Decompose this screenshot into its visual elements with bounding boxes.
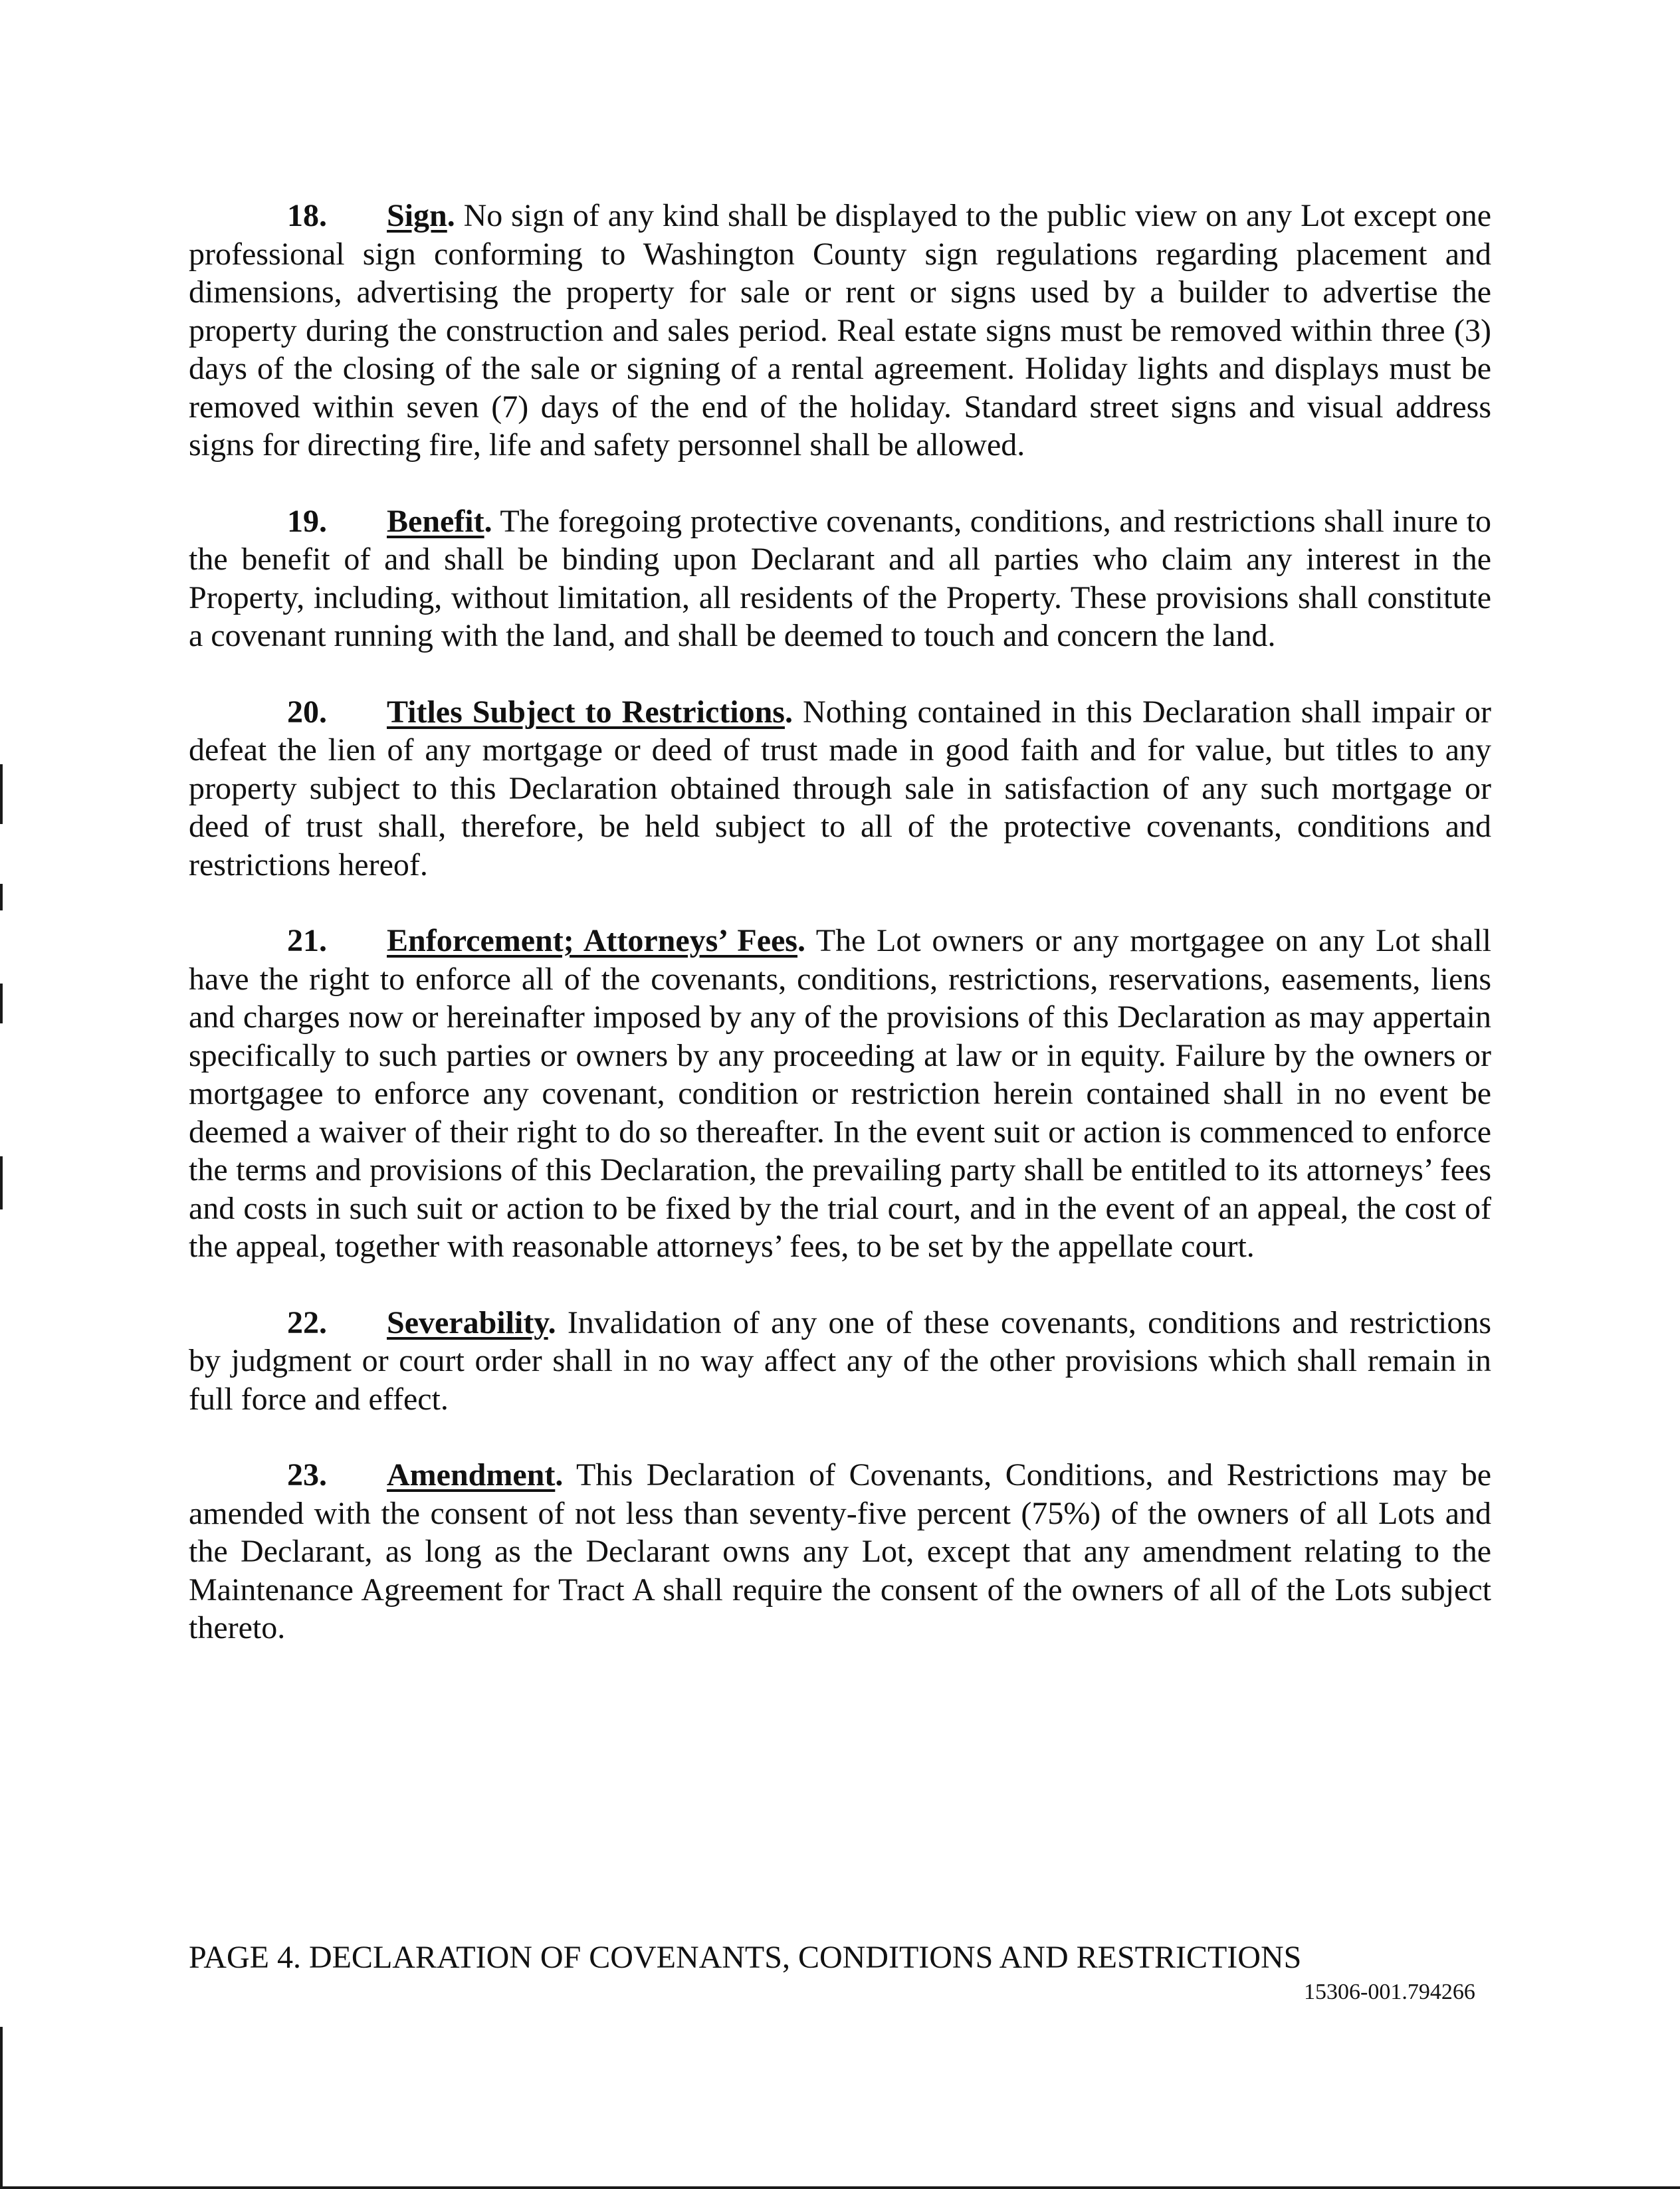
section-heading: Enforcement; Attorneys’ Fees bbox=[387, 923, 797, 958]
section-heading: Sign bbox=[387, 198, 447, 233]
section-text: No sign of any kind shall be displayed to the public view on any Lot except one professional sign conforming to Washington County sign regulations regarding placement and dimensions, advertising the property for sale or rent or signs used by a builder to advertise the property during the construction and sales period. Real estate signs must be removed within three (3) days of the closing of the sale or signing of a rental agreement. Holiday lights and displays must be removed within seven (7) days of the end of the holiday. Standard street signs and visual address signs for directing fire, life and safety personnel shall be allowed. bbox=[189, 198, 1491, 463]
section-21: 21. Enforcement; Attorneys’ Fees. The Lot owners or any mortgagee on any Lot shall have the right to enforce all of the covenants, conditions, restrictions, reservations, easements, liens and charges now or hereinafter imposed by any of the provisions of this Declaration as may appertain specifically to such parties or owners by any proceeding at law or in equity. Failure by the owners or mortgagee to enforce any covenant, condition or restriction herein contained shall in no event be deemed a waiver of their right to do so thereafter. In the event suit or action is commenced to enforce the terms and provisions of this Declaration, the prevailing party shall be entitled to its attorneys’ fees and costs in such suit or action to be fixed by the trial court, and in the event of an appeal, the cost of the appeal, together with reasonable attorneys’ fees, to be set by the appellate court. bbox=[189, 923, 1491, 1264]
section-18: 18. Sign. No sign of any kind shall be displayed to the public view on any Lot except one professional sign conforming to Washington County sign regulations regarding placement and dimensions, advertising the property for sale or rent or signs used by a builder to advertise the property during the construction and sales period. Real estate signs must be removed within three (3) days of the closing of the sale or signing of a rental agreement. Holiday lights and displays must be removed within seven (7) days of the end of the holiday. Standard street signs and visual address signs for directing fire, life and safety personnel shall be allowed. bbox=[189, 198, 1491, 463]
scan-bottom-edge bbox=[0, 2186, 1680, 2189]
scan-edge-mark bbox=[0, 884, 3, 910]
section-heading: Severability bbox=[387, 1304, 548, 1340]
section-text: The foregoing protective covenants, conditions, and restrictions shall inure to the benefit of and shall be binding upon Declarant and all parties who claim any interest in the Property, including, without limitation, all residents of the Property. These provisions shall constitute a covenant running with the land, and shall be deemed to touch and concern the land. bbox=[189, 503, 1491, 653]
scan-edge-mark bbox=[0, 1156, 3, 1209]
section-text: This Declaration of Covenants, Conditions, and Restrictions may be amended with the consent of not less than seventy-five percent (75%) of the owners of all Lots and the Declarant, as long as the Declarant owns any Lot, except that any amendment relating to the Maintenance Agreement for Tract A shall require the consent of the owners of all of the Lots subject thereto. bbox=[189, 1457, 1491, 1645]
section-text: The Lot owners or any mortgagee on any Lot shall have the right to enforce all of the covenants, conditions, restrictions, reservations, easements, liens and charges now or hereinafter imposed by any of the provisions of this Declaration as may appertain specifically to such parties or owners by any proceeding at law or in equity. Failure by the owners or mortgagee to enforce any covenant, condition or restriction herein contained shall in no event be deemed a waiver of their right to do so thereafter. In the event suit or action is commenced to enforce the terms and provisions of this Declaration, the prevailing party shall be entitled to its attorneys’ fees and costs in such suit or action to be fixed by the trial court, and in the event of an appeal, the cost of the appeal, together with reasonable attorneys’ fees, to be set by the appellate court. bbox=[189, 923, 1491, 1264]
page-footer-title: PAGE 4. DECLARATION OF COVENANTS, CONDITIONS AND RESTRICTIONS bbox=[189, 1940, 1302, 1975]
section-number: 18. bbox=[287, 198, 327, 233]
section-23: 23. Amendment. This Declaration of Covenants, Conditions, and Restrictions may be amended with the consent of not less than seventy-five percent (75%) of the owners of all Lots and the Declarant, as long as the Declarant owns any Lot, except that any amendment relating to the Maintenance Agreement for Tract A shall require the consent of the owners of all of the Lots subject thereto. bbox=[189, 1457, 1491, 1645]
section-number: 22. bbox=[287, 1304, 327, 1340]
scan-edge-mark bbox=[0, 2027, 3, 2189]
section-19: 19. Benefit. The foregoing protective covenants, conditions, and restrictions shall inure to the benefit of and shall be binding upon Declarant and all parties who claim any interest in the Property, including, without limitation, all residents of the Property. These provisions shall constitute a covenant running with the land, and shall be deemed to touch and concern the land. bbox=[189, 503, 1491, 653]
section-number: 21. bbox=[287, 923, 327, 958]
section-text: Invalidation of any one of these covenants, conditions and restrictions by judgment or court order shall in no way affect any of the other provisions which shall remain in full force and effect. bbox=[189, 1304, 1491, 1417]
section-20: 20. Titles Subject to Restrictions. Nothing contained in this Declaration shall impair or defeat the lien of any mortgage or deed of trust made in good faith and for value, but titles to any property subject to this Declaration obtained through sale in satisfaction of any such mortgage or deed of trust shall, therefore, be held subject to all of the protective covenants, conditions and restrictions hereof. bbox=[189, 694, 1491, 883]
document-body bbox=[189, 197, 1491, 1685]
section-number: 20. bbox=[287, 694, 327, 730]
section-heading: Amendment bbox=[387, 1457, 556, 1493]
section-22: 22. Severability. Invalidation of any one of these covenants, conditions and restrictions by judgment or court order shall in no way affect any of the other provisions which shall remain in full force and effect. bbox=[189, 1304, 1491, 1417]
section-heading: Benefit bbox=[387, 503, 484, 539]
section-number: 19. bbox=[287, 503, 327, 539]
section-heading: Titles Subject to Restrictions bbox=[387, 694, 785, 730]
section-number: 23. bbox=[287, 1457, 327, 1493]
scan-edge-mark bbox=[0, 764, 3, 824]
scan-edge-mark bbox=[0, 984, 3, 1023]
document-id: 15306-001.794266 bbox=[1304, 1980, 1475, 2004]
section-text: Nothing contained in this Declaration shall impair or defeat the lien of any mortgage or deed of trust made in good faith and for value, but titles to any property subject to this Declaration obtained through sale in satisfaction of any such mortgage or deed of trust shall, therefore, be held subject to all of the protective covenants, conditions and restrictions hereof. bbox=[189, 694, 1491, 883]
